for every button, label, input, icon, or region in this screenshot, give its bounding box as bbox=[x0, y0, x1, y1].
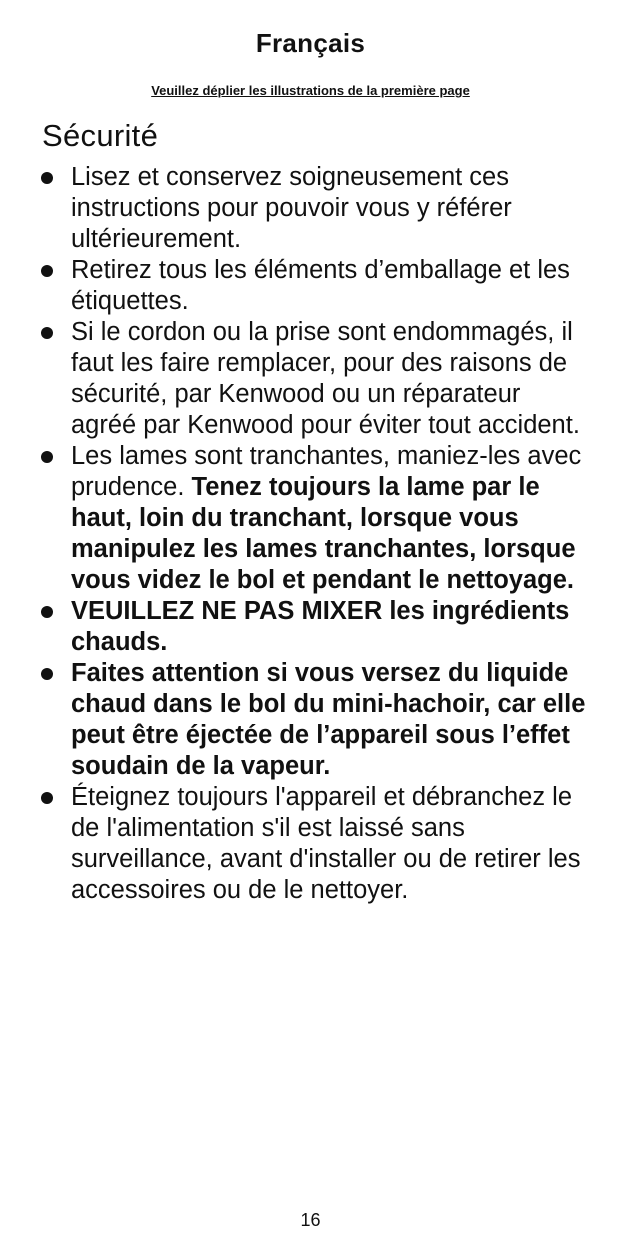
bullet-icon bbox=[41, 327, 53, 339]
list-item bbox=[0, 162, 621, 255]
item-text: Lisez et conservez soigneusement ces instructions pour pouvoir vous y référer ultérieurement. bbox=[71, 163, 512, 253]
list-item bbox=[0, 782, 621, 906]
item-text: Retirez tous les éléments d’emballage et les étiquettes. bbox=[71, 256, 570, 315]
item-text: Si le cordon ou la prise sont endommagés, il faut les faire remplacer, pour des raisons de sécurité, par Kenwood ou un réparateur agréé par Kenwood pour éviter tout accident. bbox=[71, 318, 580, 439]
list-item bbox=[0, 255, 621, 317]
item-text: Éteignez toujours l'appareil et débranchez le de l'alimentation s'il est laissé sans surveillance, avant d'installer ou de retirer les accessoires ou de le nettoyer. bbox=[71, 783, 581, 904]
list-item bbox=[0, 317, 621, 441]
page-number: 16 bbox=[300, 1210, 321, 1230]
list-item bbox=[0, 441, 621, 596]
safety-list bbox=[0, 162, 621, 906]
bullet-icon bbox=[41, 668, 53, 680]
bullet-icon bbox=[41, 792, 53, 804]
item-warning-text: Tenez toujours la lame par le haut, loin du tranchant, lorsque vous manipulez les lames tranchantes, lorsque vous videz le bol et pendant le nettoyage. bbox=[71, 473, 576, 594]
bullet-icon bbox=[41, 451, 53, 463]
bullet-icon bbox=[41, 172, 53, 184]
list-item bbox=[0, 596, 621, 658]
list-item bbox=[0, 658, 621, 782]
item-text: Les lames sont tranchantes, maniez-les avec prudence. bbox=[71, 442, 582, 501]
fold-out-instruction: Veuillez déplier les illustrations de la première page bbox=[151, 83, 470, 98]
item-warning-text: Faites attention si vous versez du liquide chaud dans le bol du mini-hachoir, car elle peut être éjectée de l’appareil sous l’effet soudain de la vapeur. bbox=[71, 659, 586, 780]
item-warning-text: VEUILLEZ NE PAS MIXER les ingrédients chauds. bbox=[71, 597, 570, 656]
bullet-icon bbox=[41, 606, 53, 618]
page-title: Français bbox=[255, 28, 366, 58]
bullet-icon bbox=[41, 265, 53, 277]
section-heading: Sécurité bbox=[42, 118, 159, 153]
